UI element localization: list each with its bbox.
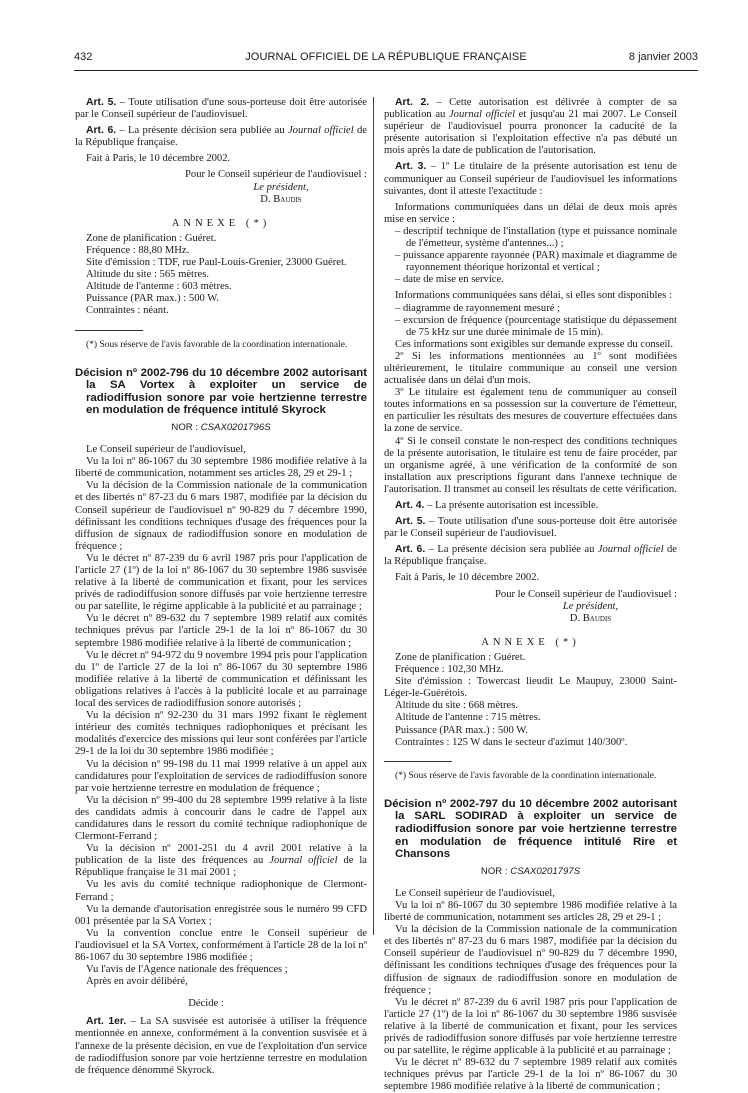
annexe-item: Puissance (PAR max.) : 500 W. xyxy=(395,724,528,736)
signature-name: D. Baudis xyxy=(260,193,302,205)
footnote: (*) Sous réserve de l'avis favorable de la coordination internationale. xyxy=(86,339,348,350)
annexe-item: Altitude de l'antenne : 715 mètres. xyxy=(395,712,541,724)
preamble-item: Vu la loi nº 86-1067 du 30 septembre 1986 modifiée relative à la liberté de communication, notamment ses articles 28, 29 et 29-1 ; xyxy=(384,899,677,924)
preamble-item: Vu le décret nº 94-972 du 9 novembre 1994 pris pour l'application du 1º de l'article 27 de la loi nº 86-1067 du 30 septembre 1986 modifiée relative à la liberté de communication et définissant les obligations relatives à l'accès à la publicité locale et au parrainage local des services de radiodiffusion sonore autorisés ; xyxy=(75,649,367,710)
preamble-item: Vu la décision de la Commission nationale de la communication et des libertés nº 87-23 du 6 mars 1987, modifiée par la décision du Conseil supérieur de l'audiovisuel nº 90-829 du 7 décembre 1990, définissant les conditions techniques d'usage des fréquences pour la diffusion de signaux de radiodiffusion sonore en modulation de fréquence ; xyxy=(384,924,677,996)
left-column xyxy=(75,97,367,1077)
signature-role: Le président, xyxy=(253,181,309,193)
preamble-item: Le Conseil supérieur de l'audiovisuel, xyxy=(86,444,246,456)
right-column xyxy=(384,97,677,1093)
preamble-item: Vu la convention conclue entre le Conseil supérieur de l'audiovisuel et la SA Vortex, conformément à l'article 28 de la loi nº 86-1067 du 30 septembre 1986 modifiée ; xyxy=(75,927,367,963)
done-at: Fait à Paris, le 10 décembre 2002. xyxy=(395,572,540,584)
preamble-item: Vu l'avis de l'Agence nationale des fréquences ; xyxy=(86,964,288,976)
article-1: Art. 1er. – La SA susvisée est autorisée à utiliser la fréquence mentionnée en annexe, conformément à la convention susvisée et à l'annexe de la présente décision, en vue de l'exploitation d'un service de radiodiffusion sonore par voie hertzienne terrestre en modulation de fréquence dénommé Skyrock. xyxy=(75,1016,367,1076)
signature-line: Pour le Conseil supérieur de l'audiovisuel : xyxy=(495,588,677,600)
annexe-title: ANNEXE (*) xyxy=(481,636,580,648)
column-divider xyxy=(373,97,374,935)
page-header xyxy=(74,47,698,65)
paragraph: 4º Si le conseil constate le non-respect des conditions techniques de la présente autorisation, le titulaire est tenu de faire procéder, par un organisme agréé, à une vérification de la conformité de son installation aux prescriptions figurant dans l'annexe technique de l'autorisation. Il transmet au conseil les résultats de cette vérification. xyxy=(384,435,677,495)
info-heading: Informations communiquées sans délai, si elles sont disponibles : xyxy=(395,290,672,302)
decides-heading: Décide : xyxy=(188,998,224,1010)
article-4: Art. 4. – La présente autorisation est incessible. xyxy=(395,500,599,511)
header-rule xyxy=(74,70,698,71)
footnote-rule xyxy=(75,330,143,331)
list-item: – diagramme de rayonnement mesuré ; xyxy=(395,302,561,314)
preamble-item: Vu le décret nº 89-632 du 7 septembre 1989 relatif aux comités techniques prévus par l'article 29-1 de la loi nº 86-1067 du 30 septembre 1986 modifiée relative à la liberté de communication ; xyxy=(384,1057,677,1093)
article-5: Art. 5. – Toute utilisation d'une sous-porteuse doit être autorisée par le Conseil supérieur de l'audiovisuel. xyxy=(75,97,367,121)
article-6: Art. 6. – La présente décision sera publiée au Journal officiel de la République française. xyxy=(75,125,367,149)
info-heading: Informations communiquées dans un délai de deux mois après mise en service : xyxy=(384,201,677,225)
page-number: 432 xyxy=(74,51,93,63)
paragraph: 3º Le titulaire est également tenu de communiquer au conseil toutes informations en sa possession sur la couverture de l'émetteur, en particulier les résultats des mesures de couverture effectuées dans la zone de service. xyxy=(384,387,677,435)
annexe-item: Fréquence : 88,80 MHz. xyxy=(86,244,190,256)
paragraph: 2º Si les informations mentionnées au 1º sont modifiées ultérieurement, le titulaire communique au conseil une version actualisée dans un délai d'un mois. xyxy=(384,350,677,387)
article-2: Art. 2. – Cette autorisation est délivrée à compter de sa publication au Journal officiel et jusqu'au 21 mai 2007. Le Conseil supérieur de l'audiovisuel pourra prononcer la caducité de la présente autorisation si l'exploitation effective n'a pas débuté un mois après la date de publication de l'autorisation. xyxy=(384,97,677,157)
nor-reference: NOR : CSAX0201796S xyxy=(171,421,271,433)
preamble-item: Vu la décision nº 2001-251 du 4 avril 2001 relative à la publication de la liste des fréquences au Journal officiel de la République française le 31 mai 2001 ; xyxy=(75,843,367,879)
footnote-rule xyxy=(384,761,452,762)
issue-date: 8 janvier 2003 xyxy=(628,51,698,63)
annexe-item: Site d'émission : Towercast lieudit Le Maupuy, 23000 Saint-Léger-le-Guérétois. xyxy=(384,676,677,700)
preamble-item: Vu la décision nº 99-400 du 28 septembre 1999 relative à la liste des candidats admis à concourir dans le cadre de l'appel aux candidatures dans le ressort du comité technique radiophonique de Clermont-Ferrand ; xyxy=(75,794,367,843)
footnote: (*) Sous réserve de l'avis favorable de la coordination internationale. xyxy=(395,770,657,781)
annexe-item: Altitude du site : 565 mètres. xyxy=(86,269,209,281)
preamble-item: Le Conseil supérieur de l'audiovisuel, xyxy=(395,887,555,899)
annexe-item: Fréquence : 102,30 MHz. xyxy=(395,664,504,676)
decision-title: Décision nº 2002-796 du 10 décembre 2002 autorisant la SA Vortex à exploiter un service de radiodiffusion sonore par voie hertzienne terrestre en modulation de fréquence intitulé Skyrock xyxy=(75,366,367,417)
preamble-item: Vu le décret nº 87-239 du 6 avril 1987 pris pour l'application de l'article 27 (1º) de la loi nº 86-1067 du 30 septembre 1986 susvisée relative à la liberté de communication et fixant, pour les services privés de radiodiffusion sonore diffusés par voie hertzienne terrestre ou par satellite, le régime applicable à la publicité et au parrainage ; xyxy=(75,552,367,613)
annexe-item: Altitude du site : 668 mètres. xyxy=(395,700,518,712)
decision-title: Décision nº 2002-797 du 10 décembre 2002 autorisant la SARL SODIRAD à exploiter un service de radiodiffusion sonore par voie hertzienne terrestre en modulation de fréquence intitulé Rire et Chansons xyxy=(384,797,677,861)
preamble-item: Vu la demande d'autorisation enregistrée sous le numéro 99 CFD 001 présentée par la SA Vortex ; xyxy=(75,903,367,927)
annexe-title: ANNEXE (*) xyxy=(171,217,271,229)
annexe-item: Altitude de l'antenne : 603 mètres. xyxy=(86,281,232,293)
annexe-item: Contraintes : néant. xyxy=(86,305,169,317)
annexe-item: Site d'émission : TDF, rue Paul-Louis-Grenier, 23000 Guéret. xyxy=(86,257,347,269)
nor-reference: NOR : CSAX0201797S xyxy=(480,865,581,877)
preamble-item: Vu la loi nº 86-1067 du 30 septembre 1986 modifiée relative à la liberté de communication, notamment ses articles 28, 29 et 29-1 ; xyxy=(75,456,367,480)
annexe-item: Zone de planification : Guéret. xyxy=(86,232,217,244)
annexe-list xyxy=(75,233,367,318)
article-5: Art. 5. – Toute utilisation d'une sous-porteuse doit être autorisée par le Conseil supérieur de l'audiovisuel. xyxy=(384,516,677,540)
preamble-item: Vu les avis du comité technique radiophonique de Clermont-Ferrand ; xyxy=(75,879,367,903)
preamble-item: Vu la décision nº 99-198 du 11 mai 1999 relative à un appel aux candidatures pour l'exploitation de services de radiodiffusion sonore par voie hertzienne terrestre en modulation de fréquence ; xyxy=(75,758,367,794)
preamble-item: Vu la décision de la Commission nationale de la communication et des libertés nº 87-23 du 6 mars 1987, modifiée par la décision du Conseil supérieur de l'audiovisuel nº 90-829 du 7 décembre 1990, définissant les conditions techniques d'usage des fréquences pour la diffusion de signaux de radiodiffusion sonore en modulation de fréquence ; xyxy=(75,480,367,552)
annexe-list xyxy=(384,652,677,749)
article-3: Art. 3. – 1º Le titulaire de la présente autorisation est tenu de communiquer au Conseil supérieur de l'audiovisuel les informations suivantes, dont il atteste l'exactitude : xyxy=(384,161,677,197)
preamble-item: Vu le décret nº 89-632 du 7 septembre 1989 relatif aux comités techniques prévus par l'article 29-1 de la loi nº 86-1067 du 30 septembre 1986 modifiée relative à la liberté de communication ; xyxy=(75,613,367,649)
preamble-item: Vu la décision nº 92-230 du 31 mars 1992 fixant le règlement intérieur des comités techniques radiophoniques et précisant les modalités d'exercice des missions qui leur sont conférées par l'article 29-1 de la loi du 30 septembre 1986 modifiée ; xyxy=(75,710,367,758)
annexe-item: Puissance (PAR max.) : 500 W. xyxy=(86,293,219,305)
preamble-item: Vu le décret nº 87-239 du 6 avril 1987 pris pour l'application de l'article 27 (1º) de la loi nº 86-1067 du 30 septembre 1986 susvisée relative à la liberté de communication et fixant, pour les services privés de radiodiffusion sonore diffusés par voie hertzienne terrestre ou par satellite, le régime applicable à la publicité et au parrainage ; xyxy=(384,996,677,1057)
preamble-item: Après en avoir délibéré, xyxy=(86,976,188,988)
list-item: – puissance apparente rayonnée (PAR) maximale et diagramme de rayonnement théorique horizontal et vertical ; xyxy=(395,250,677,274)
list-item: – excursion de fréquence (pourcentage statistique du dépassement de 75 kHz sur une durée minimale de 15 min). xyxy=(395,314,677,338)
annexe-item: Contraintes : 125 W dans le secteur d'azimut 140/300º. xyxy=(395,736,628,748)
list-item: – descriptif technique de l'installation (type et puissance nominale de l'émetteur, système d'antennes...) ; xyxy=(395,225,677,250)
annexe-item: Zone de planification : Guéret. xyxy=(395,651,526,663)
paragraph: Ces informations sont exigibles sur demande expresse du conseil. xyxy=(395,338,674,350)
signature-line: Pour le Conseil supérieur de l'audiovisuel : xyxy=(185,169,367,181)
signature-role: Le président, xyxy=(562,600,619,612)
done-at: Fait à Paris, le 10 décembre 2002. xyxy=(86,153,231,165)
signature-name: D. Baudis xyxy=(569,612,612,624)
journal-title: JOURNAL OFFICIEL DE LA RÉPUBLIQUE FRANÇAISE xyxy=(245,51,527,63)
list-item: – date de mise en service. xyxy=(395,274,504,286)
article-6: Art. 6. – La présente décision sera publiée au Journal officiel de la République française. xyxy=(384,544,677,568)
